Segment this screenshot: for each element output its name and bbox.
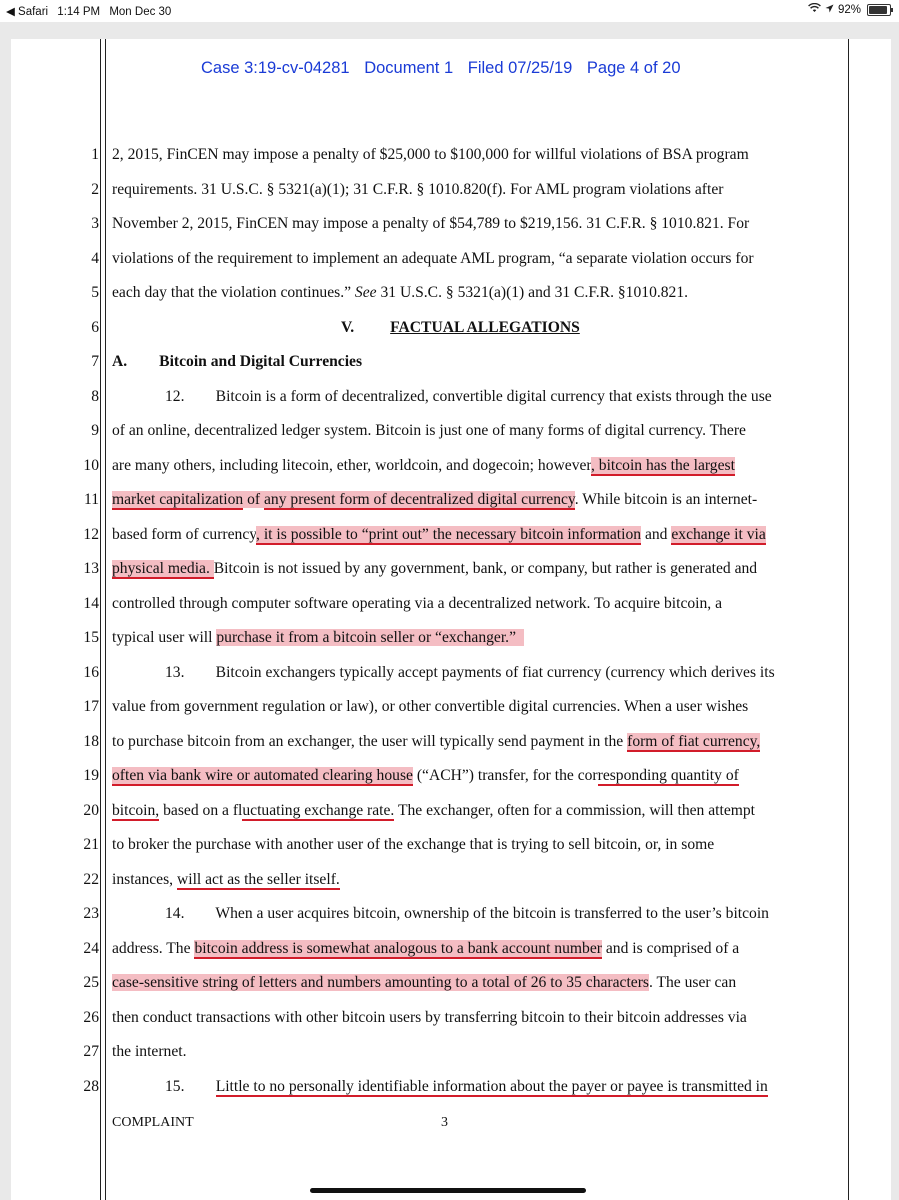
- highlight: any present form of d: [263, 491, 399, 508]
- text-line: [112, 557, 757, 581]
- text-span: address. The: [112, 939, 195, 957]
- text-line: [112, 730, 760, 754]
- line-number: 27: [83, 1043, 99, 1060]
- text-span: 15.: [165, 1077, 216, 1095]
- margin-rule: [100, 39, 101, 1200]
- wifi-icon: [808, 3, 821, 16]
- underline: will act as the seller itself.: [176, 870, 340, 888]
- text-line: November 2, 2015, FinCEN may impose a penalty of $54,789 to $219,156. 31 C.F.R. § 1010.821. For: [112, 215, 750, 232]
- back-to-safari-button[interactable]: ◀ Safari: [6, 6, 49, 18]
- line-number: 23: [83, 905, 99, 922]
- text-line: [112, 523, 766, 547]
- line-number: 18: [83, 732, 99, 750]
- line-number: 21: [83, 836, 99, 853]
- text-line: of an online, decentralized ledger system. Bitcoin is just one of many forms of digital currency. There: [112, 422, 746, 439]
- highlight: , bitcoin has the largest: [590, 456, 735, 474]
- battery-icon: [867, 4, 891, 16]
- line-number: 28: [83, 1077, 99, 1095]
- text-span: typical user will: [112, 629, 217, 646]
- text-line: [112, 799, 755, 823]
- margin-rule: [105, 39, 106, 1200]
- underline: sonally identifiable information about the payer or payee is transmitted in: [308, 1077, 768, 1095]
- text-line: 14. When a user acquires bitcoin, ownership of the bitcoin is transferred to the user’s bitcoin: [165, 905, 769, 922]
- page-count: Page 4 of 20: [586, 59, 681, 77]
- text-line: violations of the requirement to implement an adequate AML program, “a separate violation occurs for: [112, 249, 754, 267]
- line-number: 8: [91, 387, 99, 405]
- line-number: 6: [91, 318, 99, 336]
- text-span: . The user can: [648, 974, 737, 991]
- line-number: 22: [83, 870, 99, 888]
- underline: bitcoin,: [112, 801, 160, 819]
- line-number: 11: [83, 491, 99, 508]
- text-span: based on a fl: [159, 801, 243, 819]
- battery-percent: 92%: [837, 3, 861, 16]
- line-number: 3: [91, 215, 99, 232]
- case-number: Case 3:19-cv-04281: [201, 59, 350, 77]
- highlight: of: [243, 491, 264, 508]
- document-page: [11, 39, 891, 1200]
- underline: Little to no per: [215, 1077, 309, 1095]
- text-line: [165, 1075, 768, 1099]
- text-span: The exchanger, often for a commission, will then attempt: [394, 801, 756, 819]
- footer-label: COMPLAINT: [112, 1115, 194, 1130]
- underline: uctuating exchange rate.: [242, 801, 395, 819]
- line-number: 9: [91, 422, 99, 439]
- line-number: 14: [83, 594, 99, 612]
- line-number: 16: [83, 663, 99, 681]
- text-line: to broker the purchase with another user of the exchange that is trying to sell bitcoin, or, in some: [112, 836, 715, 853]
- text-line: [112, 488, 757, 512]
- line-number: 4: [91, 249, 99, 267]
- line-number: 24: [83, 939, 99, 957]
- text-span: instances,: [112, 870, 177, 888]
- home-indicator[interactable]: [310, 1188, 586, 1193]
- text-span: 31 U.S.C. § 5321(a)(1) and 31 C.F.R. §1010.821.: [376, 284, 689, 301]
- highlight: physical media.: [112, 560, 214, 577]
- section-title: FACTUAL ALLEGATIONS: [390, 318, 580, 336]
- highlight: often via bank wire or automated clearing house: [112, 767, 413, 784]
- text-line: [112, 937, 739, 961]
- margin-rule: [848, 39, 849, 1200]
- text-span: and is comprised of a: [601, 939, 740, 957]
- line-number: 10: [83, 456, 99, 474]
- text-line: [112, 764, 739, 788]
- text-span: each day that the violation continues.”: [112, 284, 355, 301]
- highlight: exchange it via: [671, 525, 766, 543]
- line-number: 15: [83, 629, 99, 646]
- text-span: Bitcoin is not issued by any government, bank, or company, but rather is generated and: [213, 560, 758, 577]
- text-line: [112, 626, 524, 650]
- text-span: . While bitcoin is an internet-: [574, 491, 758, 508]
- line-number: 26: [83, 1008, 99, 1026]
- line-number: 13: [83, 560, 99, 577]
- highlight: market capitalization: [112, 491, 244, 508]
- line-number: 19: [83, 767, 99, 784]
- line-number: 2: [91, 180, 99, 198]
- text-line: the internet.: [112, 1043, 187, 1060]
- status-time: 1:14 PM: [57, 6, 101, 18]
- highlight: form of fiat currency,: [627, 732, 761, 750]
- text-line: 13. Bitcoin exchangers typically accept payments of fiat currency (currency which derives its: [165, 663, 775, 681]
- text-line: controlled through computer software operating via a decentralized network. To acquire bitcoin, a: [112, 594, 723, 612]
- text-span: to purchase bitcoin from an exchanger, the user will typically send payment in the: [112, 732, 628, 750]
- text-line: then conduct transactions with other bitcoin users by transferring bitcoin to their bitcoin addresses via: [112, 1008, 747, 1026]
- text-line: [112, 281, 688, 305]
- line-number: 1: [91, 146, 99, 163]
- text-span: based form of currency: [112, 525, 257, 543]
- underline: responding quantity of: [597, 767, 739, 784]
- text-line: [112, 971, 736, 995]
- highlight: , it is possible to “print out” the necessary bitcoin information: [256, 525, 642, 543]
- subsection-title: Bitcoin and Digital Currencies: [159, 353, 363, 370]
- case-header: [201, 59, 761, 78]
- line-number: 25: [83, 974, 99, 991]
- section-number: V.: [341, 318, 355, 336]
- highlight: purchase it from a bitcoin seller or “exchanger.”: [216, 629, 524, 646]
- location-icon: [825, 4, 834, 16]
- document-number: Document 1: [364, 59, 454, 77]
- highlight: ecentralized digital currency: [398, 491, 575, 508]
- text-line: 12. Bitcoin is a form of decentralized, convertible digital currency that exists through the use: [165, 387, 772, 405]
- text-span: are many others, including litecoin, ether, worldcoin, and dogecoin; however: [112, 456, 591, 474]
- text-span: and: [641, 525, 672, 543]
- subsection-letter: A.: [112, 353, 128, 370]
- filed-date: Filed 07/25/19: [467, 59, 573, 77]
- text-line: [112, 868, 340, 892]
- text-line: value from government regulation or law), or other convertible digital currencies. When a user wishes: [112, 698, 749, 715]
- line-number: 17: [83, 698, 99, 715]
- footer-page-number: 3: [441, 1115, 448, 1130]
- text-line: requirements. 31 U.S.C. § 5321(a)(1); 31 C.F.R. § 1010.820(f). For AML program violations after: [112, 180, 724, 198]
- status-date: Mon Dec 30: [109, 6, 172, 18]
- status-bar: [0, 0, 899, 22]
- section-heading: [341, 316, 580, 340]
- line-number: 12: [83, 525, 99, 543]
- line-number: 20: [83, 801, 99, 819]
- line-number: 5: [91, 284, 99, 301]
- text-line: 2, 2015, FinCEN may impose a penalty of $25,000 to $100,000 for willful violations of BSA program: [112, 146, 749, 163]
- highlight: case-sensitive string of letters and numbers amounting to a total of 26 to 35 characters: [112, 974, 649, 991]
- subsection-heading: [112, 350, 362, 374]
- line-number: 7: [91, 353, 99, 370]
- text-line: [112, 454, 735, 478]
- text-span: (“ACH”) transfer, for the cor: [412, 767, 598, 784]
- highlight: bitcoin address is somewhat analogous to a bank account number: [194, 939, 602, 957]
- citation-signal: See: [354, 284, 377, 301]
